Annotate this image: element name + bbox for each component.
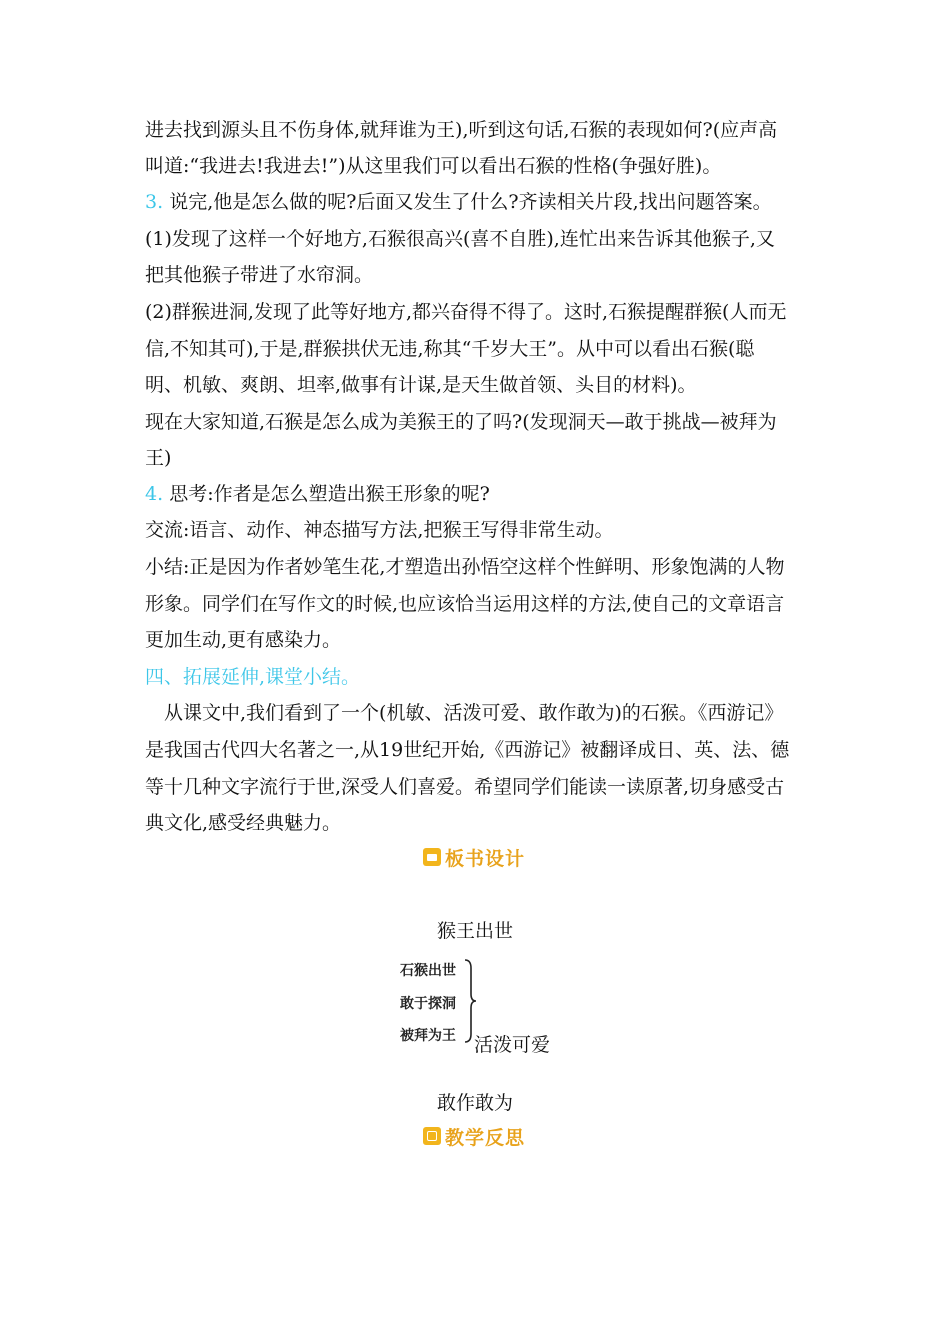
paragraph-line: 叫道:“我进去!我进去!”)从这里我们可以看出石猴的性格(争强好胜)。 — [145, 155, 722, 177]
reflection-badge — [423, 1123, 525, 1149]
paragraph-line: 等十几种文字流行于世,深受人们喜爱。希望同学们能读一读原著,切身感受古 — [145, 776, 785, 798]
trait-label: 敢作敢为 — [437, 1092, 514, 1114]
numbered-item-3 — [145, 190, 772, 214]
board-design-label: 板书设计 — [445, 847, 526, 870]
board-design-badge — [423, 844, 525, 870]
paragraph-line: 信,不知其可),于是,群猴拱伏无违,称其“千岁大王”。从中可以看出石猴(聪 — [145, 338, 755, 360]
paragraph-line: 进去找到源头且不伤身体,就拜谁为王),听到这句话,石猴的表现如何?(应声高 — [145, 119, 778, 141]
trait-label: 活泼可爱 — [474, 1034, 551, 1056]
numbered-item-4 — [145, 482, 490, 506]
item-number: 4. — [145, 483, 164, 505]
paragraph-line: 明、机敏、爽朗、坦率,做事有计谋,是天生做首领、头目的材料)。 — [145, 374, 697, 396]
paragraph-line: 是我国古代四大名著之一,从19世纪开始,《西游记》被翻译成日、英、法、德 — [145, 739, 790, 761]
paragraph-line: 从课文中,我们看到了一个(机敏、活泼可爱、敢作敢为)的石猴。《西游记》 — [164, 702, 784, 724]
item-text: 思考:作者是怎么塑造出猴王形象的呢? — [169, 483, 490, 505]
paragraph-line: 王) — [145, 447, 172, 469]
paragraph-line: 典文化,感受经典魅力。 — [145, 812, 342, 834]
paragraph-line: 现在大家知道,石猴是怎么成为美猴王的了吗?(发现洞天—敢于挑战—被拜为 — [145, 411, 777, 433]
paragraph-line: 更加生动,更有感染力。 — [145, 629, 342, 651]
board-title: 猴王出世 — [437, 920, 514, 942]
paragraph-line: (1)发现了这样一个好地方,石猴很高兴(喜不自胜),连忙出来告诉其他猴子,又 — [145, 228, 775, 250]
outline-item: 石猴出世 — [400, 963, 456, 979]
curly-brace-icon — [463, 958, 477, 1044]
paragraph-line: 交流:语言、动作、神态描写方法,把猴王写得非常生动。 — [145, 519, 614, 541]
paragraph-line: (2)群猴进洞,发现了此等好地方,都兴奋得不得了。这时,石猴提醒群猴(人而无 — [145, 301, 787, 323]
outline-item: 被拜为王 — [400, 1028, 456, 1044]
board-icon — [423, 848, 441, 866]
section-heading: 四、拓展延伸,课堂小结。 — [145, 666, 361, 688]
item-number: 3. — [145, 191, 164, 213]
item-text: 说完,他是怎么做的呢?后面又发生了什么?齐读相关片段,找出问题答案。 — [169, 191, 772, 213]
outline-item: 敢于探洞 — [400, 996, 456, 1012]
paragraph-line: 把其他猴子带进了水帘洞。 — [145, 264, 374, 286]
reflection-icon — [423, 1127, 441, 1145]
reflection-label: 教学反思 — [445, 1126, 526, 1149]
paragraph-line: 小结:正是因为作者妙笔生花,才塑造出孙悟空这样个性鲜明、形象饱满的人物 — [145, 556, 785, 578]
paragraph-line: 形象。同学们在写作文的时候,也应该恰当运用这样的方法,使自己的文章语言 — [145, 593, 785, 615]
